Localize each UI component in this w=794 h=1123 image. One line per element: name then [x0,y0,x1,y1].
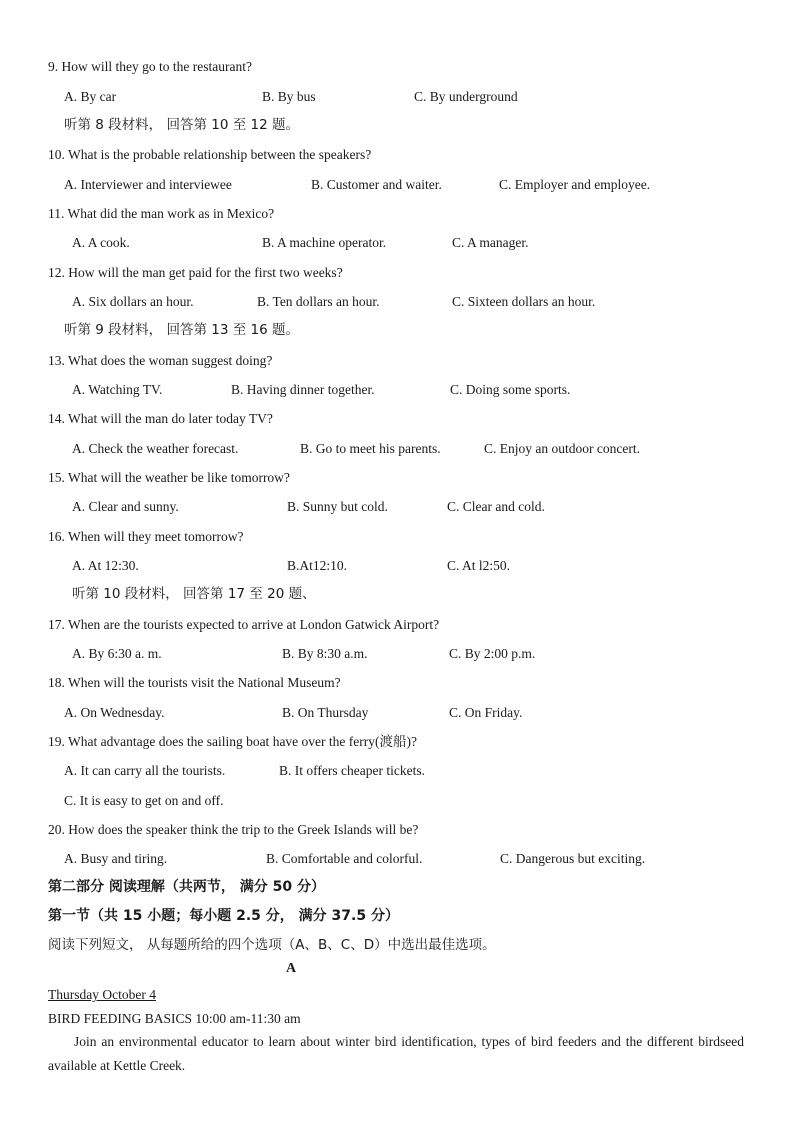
question-14: 14. What will the man do later today TV? [48,411,273,426]
section-heading-10: 听第 10 段材料， 回答第 17 至 20 题、 [72,586,316,602]
part2-title: 第二部分 阅读理解（共两节， 满分 50 分） [48,879,325,895]
event-description: Join an environmental educator to learn about winter bird identification, types of bird feeders and the different birdseed available at Kettle Creek. [48,1034,744,1073]
option-13b: B. Having dinner together. [231,382,375,397]
option-11b: B. A machine operator. [262,235,387,250]
section1-title: 第一节（共 15 小题；每小题 2.5 分， 满分 37.5 分） [48,908,399,924]
question-13: 13. What does the woman suggest doing? [48,353,273,368]
event-title: BIRD FEEDING BASICS 10:00 am-11:30 am [48,1011,301,1026]
question-17: 17. When are the tourists expected to arrive at London Gatwick Airport? [48,617,440,632]
option-9b: B. By bus [262,89,316,104]
option-19c: C. It is easy to get on and off. [64,793,224,808]
option-18a: A. On Wednesday. [64,705,165,720]
option-14c: C. Enjoy an outdoor concert. [484,441,640,456]
question-16: 16. When will they meet tomorrow? [48,529,244,544]
option-12a: A. Six dollars an hour. [72,294,194,309]
question-20: 20. How does the speaker think the trip to the Greek Islands will be? [48,822,419,837]
option-19a: A. It can carry all the tourists. [64,763,226,778]
option-15a: A. Clear and sunny. [72,499,179,514]
option-11c: C. A manager. [452,235,529,250]
question-9: 9. How will they go to the restaurant? [48,59,252,74]
option-10c: C. Employer and employee. [499,177,651,192]
option-13c: C. Doing some sports. [450,382,571,397]
option-20a: A. Busy and tiring. [64,851,168,866]
option-20c: C. Dangerous but exciting. [500,851,646,866]
option-17c: C. By 2:00 p.m. [449,646,536,661]
option-15c: C. Clear and cold. [447,499,545,514]
option-18b: B. On Thursday [282,705,369,720]
reading-instruction: 阅读下列短文， 从每题所给的四个选项（A、B、C、D）中选出最佳选项。 [48,937,496,953]
date-line: Thursday October 4 [48,987,156,1002]
question-12: 12. How will the man get paid for the first two weeks? [48,265,343,280]
question-19: 19. What advantage does the sailing boat have over the ferry(渡船)? [48,734,417,749]
option-14b: B. Go to meet his parents. [300,441,441,456]
option-20b: B. Comfortable and colorful. [266,851,423,866]
passage-letter: A [286,961,297,976]
option-18c: C. On Friday. [449,705,523,720]
option-16a: A. At 12:30. [72,558,139,573]
option-10a: A. Interviewer and interviewee [64,177,232,192]
option-15b: B. Sunny but cold. [287,499,388,514]
question-11: 11. What did the man work as in Mexico? [48,206,275,221]
section-heading-8: 听第 8 段材料， 回答第 10 至 12 题。 [64,117,299,133]
option-16c: C. At l2:50. [447,558,511,573]
section-heading-9: 听第 9 段材料， 回答第 13 至 16 题。 [64,322,299,338]
option-16b: B.At12:10. [287,558,348,573]
option-17b: B. By 8:30 a.m. [282,646,368,661]
option-12c: C. Sixteen dollars an hour. [452,294,596,309]
question-15: 15. What will the weather be like tomorrow? [48,470,290,485]
question-10: 10. What is the probable relationship between the speakers? [48,147,372,162]
option-13a: A. Watching TV. [72,382,163,397]
option-14a: A. Check the weather forecast. [72,441,239,456]
option-12b: B. Ten dollars an hour. [257,294,380,309]
option-10b: B. Customer and waiter. [311,177,442,192]
option-17a: A. By 6:30 a. m. [72,646,162,661]
question-18: 18. When will the tourists visit the National Museum? [48,675,341,690]
option-19b: B. It offers cheaper tickets. [279,763,425,778]
option-9a: A. By car [64,89,117,104]
option-11a: A. A cook. [72,235,130,250]
option-9c: C. By underground [414,89,518,104]
